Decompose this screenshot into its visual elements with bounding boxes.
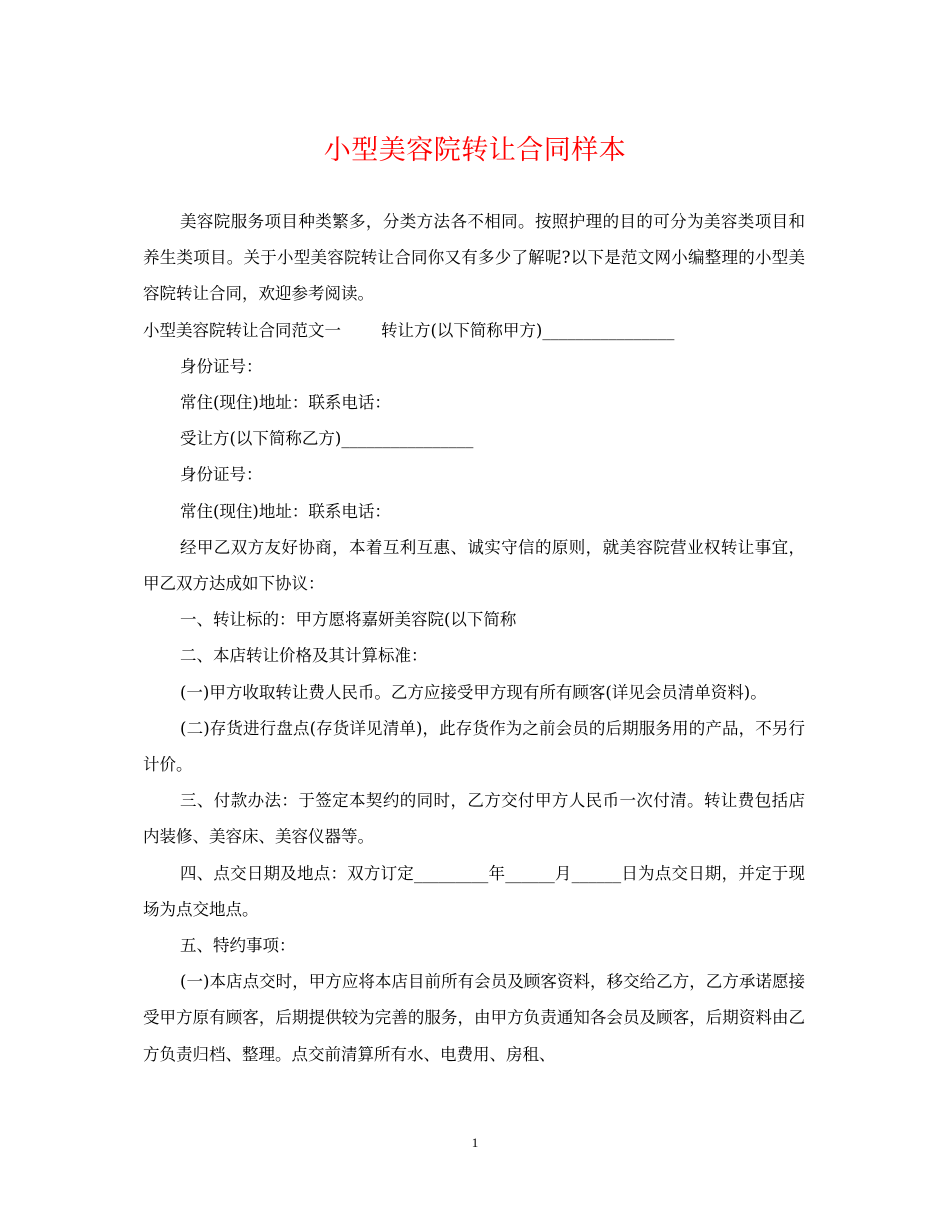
transferor-line: 转让方(以下简称甲方)________________ [381,320,675,340]
clause-2: 二、本店转让价格及其计算标准： [180,646,428,666]
page-number: 1 [471,1135,479,1150]
clause-4: 四、点交日期及地点：双方订定_________年______月______日为点交日期，并定于现场为点交地点。 [143,863,805,919]
address-phone-1: 常住(现住)地址：联系电话： [180,393,391,413]
agreement-intro: 经甲乙双方友好协商，本着互利互惠、诚实守信的原则，就美容院营业权转让事宜，甲乙双方达成如下协议： [143,537,805,594]
clause-2-1: (一)甲方收取转让费人民币。乙方应接受甲方现有所有顾客(详见会员清单资料)。 [180,682,767,702]
sample-heading: 小型美容院转让合同范文一 [143,320,341,340]
id-number-1: 身份证号： [180,356,263,376]
clause-2-2: (二)存货进行盘点(存货详见清单)，此存货作为之前会员的后期服务用的产品，不另行计价。 [143,718,805,775]
clause-3: 三、付款办法：于签定本契约的同时，乙方交付甲方人民币一次付清。转让费包括店内装修、美容床、美容仪器等。 [143,791,805,847]
clause-5: 五、特约事项： [180,936,296,956]
clause-1: 一、转让标的：甲方愿将嘉妍美容院(以下简称 [180,610,517,630]
clause-5-1: (一)本店点交时，甲方应将本店目前所有会员及顾客资料，移交给乙方，乙方承诺愿接受甲方原有顾客，后期提供较为完善的服务，由甲方负责通知各会员及顾客，后期资料由乙方负责归档、整理。点交前清算所有水、电费用、房租、 [143,972,805,1064]
document-body [143,204,805,1073]
address-phone-2: 常住(现住)地址：联系电话： [180,501,391,521]
page-title: 小型美容院转让合同样本 [323,135,627,166]
sample-heading-line [143,313,805,349]
transferee-line: 受让方(以下简称乙方)________________ [180,429,474,449]
id-number-2: 身份证号： [180,465,263,485]
intro-paragraph: 美容院服务项目种类繁多，分类方法各不相同。按照护理的目的可分为美容类项目和养生类项目。关于小型美容院转让合同你又有多少了解呢?以下是范文网小编整理的小型美容院转让合同，欢迎参考阅读。 [143,212,805,304]
